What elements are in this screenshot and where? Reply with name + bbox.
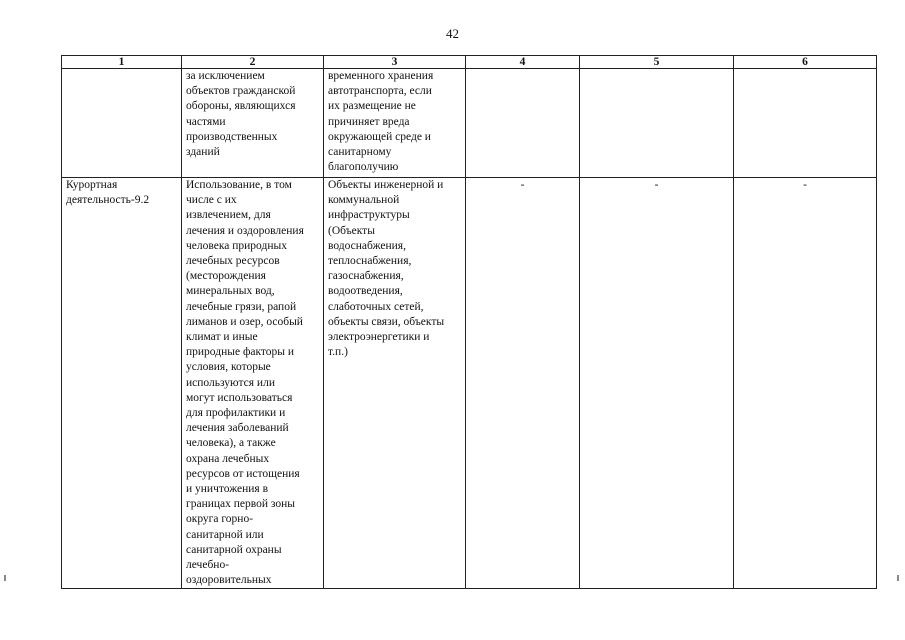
column-header-5: 5: [580, 56, 734, 69]
zoning-table: [61, 55, 877, 589]
cell-text-line: зданий: [186, 146, 220, 159]
cell-text-line: Использование, в том: [186, 179, 292, 191]
cell-text-line: природные факторы и: [186, 346, 295, 359]
cell-text-line: используются или: [186, 376, 275, 389]
page-number: 42: [446, 26, 459, 41]
table-header-row: [62, 56, 877, 69]
cell-text-line: извлечением, для: [186, 209, 271, 222]
table-cell: [182, 178, 324, 589]
table-cell: -: [580, 178, 734, 589]
cell-text-line: теплоснабжения,: [328, 255, 412, 268]
cell-text-line: санитарному: [328, 146, 392, 159]
cell-text-line: охрана лечебных: [186, 452, 270, 465]
cell-text-line: (Объекты: [328, 224, 375, 237]
table-cell: [734, 69, 877, 178]
column-header-4: 4: [466, 56, 580, 69]
cell-text-line: причиняет вреда: [328, 115, 410, 128]
cell-text-line: условия, которые: [186, 361, 271, 374]
table-cell: [580, 69, 734, 178]
scan-mark: [897, 575, 899, 581]
cell-text-line: Объекты инженерной и: [328, 179, 444, 191]
cell-text-line: для профилактики и: [186, 407, 286, 420]
cell-text-line: автотранспорта, если: [328, 85, 432, 98]
cell-text-line: человека природных: [186, 239, 287, 252]
cell-text-line: Курортная: [66, 179, 118, 191]
cell-text-line: климат и иные: [186, 331, 258, 344]
cell-text-line: временного хранения: [328, 70, 434, 82]
cell-text-line: округа горно-: [186, 513, 254, 526]
cell-text-line: лиманов и озер, особый: [186, 315, 303, 328]
column-header-1: 1: [62, 56, 182, 69]
cell-text-line: числе с их: [186, 194, 237, 207]
cell-text-line: (месторождения: [186, 270, 266, 283]
cell-text-line: лечебные грязи, рапой: [186, 300, 297, 313]
column-header-3: 3: [324, 56, 466, 69]
cell-text-line: объектов гражданской: [186, 85, 296, 98]
table-row: [62, 69, 877, 178]
cell-text-line: человека), а также: [186, 437, 276, 450]
cell-text-line: лечебно-: [186, 559, 230, 572]
cell-text-line: объекты связи, объекты: [328, 315, 445, 328]
column-header-6: 6: [734, 56, 877, 69]
table-cell: [62, 178, 182, 589]
cell-text-line: границах первой зоны: [186, 498, 296, 511]
cell-text-line: водоотведения,: [328, 285, 403, 298]
cell-text-line: газоснабжения,: [328, 270, 404, 283]
column-header-2: 2: [182, 56, 324, 69]
cell-text-line: частями: [186, 115, 226, 128]
cell-text-line: производственных: [186, 130, 278, 143]
cell-text-line: слаботочных сетей,: [328, 300, 424, 313]
cell-text-line: ресурсов от истощения: [186, 467, 300, 480]
cell-text-line: санитарной или: [186, 528, 264, 541]
table-cell: [466, 69, 580, 178]
table-row: [62, 178, 877, 589]
cell-text-line: инфраструктуры: [328, 209, 410, 222]
cell-text-line: санитарной охраны: [186, 543, 282, 556]
cell-text-line: минеральных вод,: [186, 285, 275, 298]
scan-mark: [4, 575, 6, 581]
cell-text-line: могут использоваться: [186, 391, 293, 404]
cell-text-line: за исключением: [186, 70, 265, 82]
cell-text-line: лечебных ресурсов: [186, 255, 280, 268]
cell-text-line: лечения и оздоровления: [186, 224, 304, 237]
cell-text-line: оздоровительных: [186, 574, 272, 587]
cell-text-line: водоснабжения,: [328, 239, 406, 252]
cell-text-line: деятельность-9.2: [66, 194, 150, 207]
table-cell: -: [466, 178, 580, 589]
cell-text-line: окружающей среде и: [328, 130, 431, 143]
cell-text-line: электроэнергетики и: [328, 331, 430, 344]
table-cell: [182, 69, 324, 178]
table-cell: [324, 178, 466, 589]
cell-text-line: благополучию: [328, 161, 399, 174]
cell-text-line: т.п.): [328, 346, 348, 359]
cell-text-line: коммунальной: [328, 194, 400, 207]
table-cell: [324, 69, 466, 178]
cell-text-line: обороны, являющихся: [186, 100, 296, 113]
cell-text-line: их размещение не: [328, 100, 416, 113]
table-cell: -: [734, 178, 877, 589]
table-cell: [62, 69, 182, 178]
cell-text-line: и уничтожения в: [186, 483, 269, 496]
cell-text-line: лечения заболеваний: [186, 422, 289, 435]
